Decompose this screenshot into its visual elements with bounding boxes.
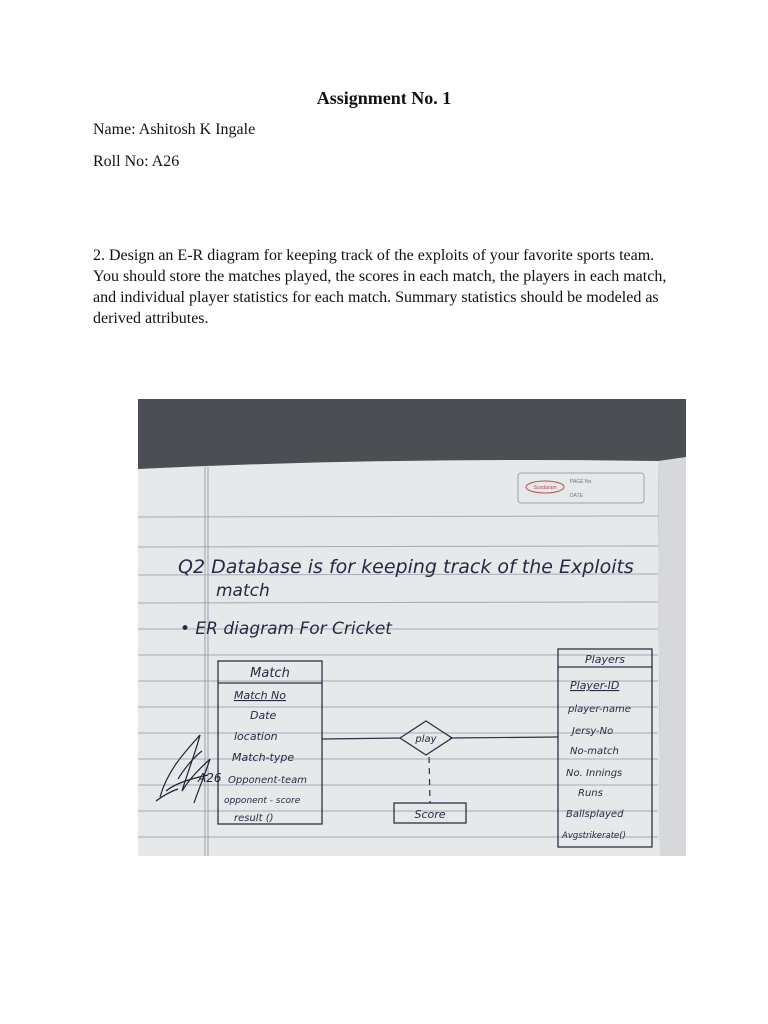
players-attr-3: No-match xyxy=(570,746,619,757)
match-attr-6: result () xyxy=(234,813,274,824)
date-label: DATE xyxy=(570,493,583,499)
match-attr-1: Date xyxy=(250,709,277,722)
players-entity-title: Players xyxy=(585,653,625,666)
players-attr-2: Jersy-No xyxy=(572,726,614,737)
next-page-edge xyxy=(658,457,686,856)
play-relationship-label: play xyxy=(415,734,437,745)
match-attr-5: opponent - score xyxy=(224,796,301,806)
match-attr-4: Opponent-team xyxy=(228,775,307,786)
er-diagram-photo xyxy=(138,399,686,856)
diagram-heading-line2: match xyxy=(216,581,270,601)
match-attr-0: Match No xyxy=(234,689,287,702)
match-entity-title: Match xyxy=(250,666,290,681)
diagram-subheading: • ER diagram For Cricket xyxy=(180,619,392,639)
match-attr-3: Match-type xyxy=(232,751,295,764)
signature-text: A26 xyxy=(198,771,222,785)
page-no-label: PAGE No. xyxy=(570,479,593,485)
student-name: Name: Ashitosh K Ingale xyxy=(93,121,256,138)
brand-stamp: Sundaram xyxy=(533,485,557,491)
players-attr-5: Runs xyxy=(578,788,603,799)
players-attr-1: player-name xyxy=(568,704,631,715)
match-attr-2: location xyxy=(234,730,278,743)
score-entity-label: Score xyxy=(414,808,446,821)
roll-number: Roll No: A26 xyxy=(93,153,180,170)
players-attr-7: Avgstrikerate() xyxy=(562,831,626,841)
page-title: Assignment No. 1 xyxy=(316,88,452,108)
players-attr-0: Player-ID xyxy=(570,679,620,692)
players-attr-6: Ballsplayed xyxy=(566,809,624,820)
players-attr-4: No. Innings xyxy=(566,768,623,779)
diagram-heading: Q2 Database is for keeping track of the Exploits xyxy=(178,556,634,578)
question-text: 2. Design an E-R diagram for keeping track of the exploits of your favorite sports team. You should store the matches played, the scores in each match, the players in each match, and individual player statistics for each match. Summary statistics should be modeled as derived attributes. xyxy=(93,247,667,327)
